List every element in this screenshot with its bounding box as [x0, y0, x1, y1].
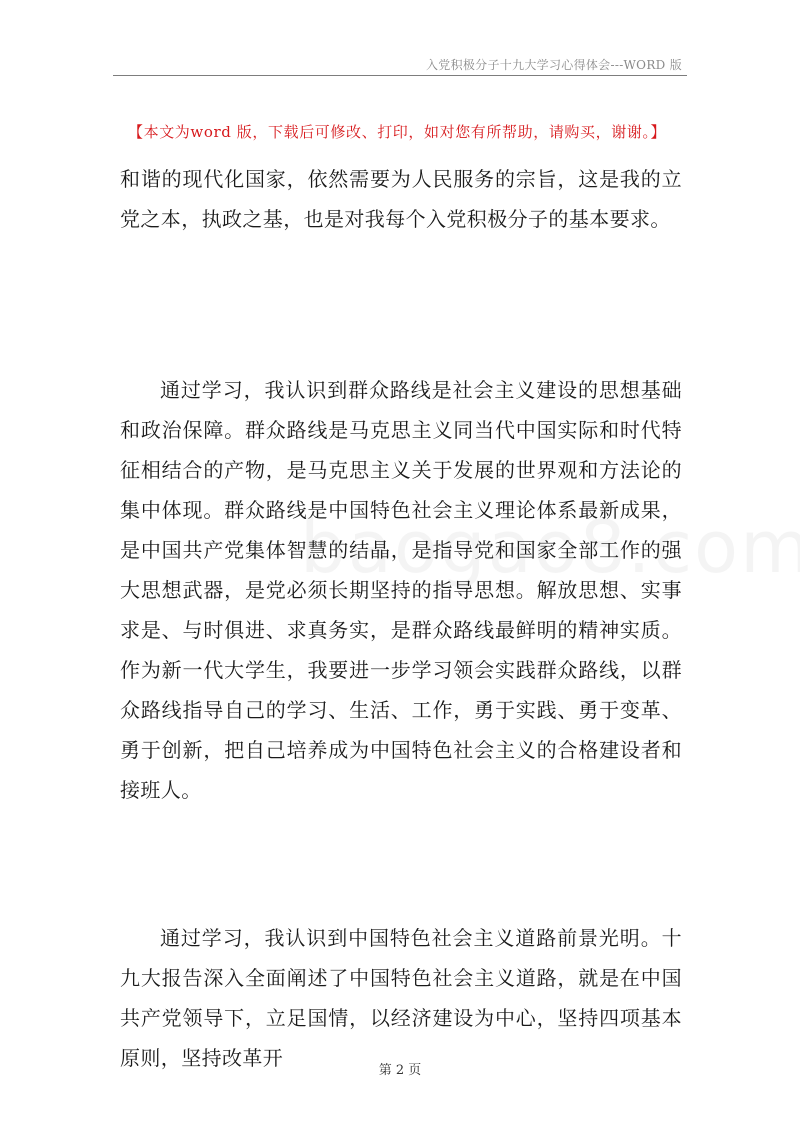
page-number: 第 2 页: [378, 1063, 422, 1078]
running-header: 入党积极分子十九大学习心得体会---WORD 版: [425, 58, 682, 72]
paragraph-continued: 和谐的现代化国家，依然需要为人民服务的宗旨，这是我的立党之本，执政之基，也是对我每个入党积极分子的基本要求。: [120, 167, 682, 231]
purchase-notice: 【本文为word 版，下载后可修改、打印，如对您有所帮助，请购买，谢谢。】: [128, 123, 667, 141]
paragraph-mass-line: 通过学习，我认识到群众路线是社会主义建设的思想基础和政治保障。群众路线是马克思主义同当代中国实际和时代特征相结合的产物，是马克思主义关于发展的世界观和方法论的集中体现。群众路线是中国特色社会主义理论体系最新成果，是中国共产党集体智慧的结晶，是指导党和国家全部工作的强大思想武器，是党必须长期坚持的指导思想。解放思想、实事求是、与时俱进、求真务实，是群众路线最鲜明的精神实质。作为新一代大学生，我要进一步学习领会实践群众路线，以群众路线指导自己的学习、生活、工作，勇于实践、勇于变革、勇于创新，把自己培养成为中国特色社会主义的合格建设者和接班人。: [120, 378, 682, 802]
header-divider: [113, 75, 687, 76]
paragraph-socialist-road: 通过学习，我认识到中国特色社会主义道路前景光明。十九大报告深入全面阐述了中国特色社会主义道路，就是在中国共产党领导下，立足国情，以经济建设为中心，坚持四项基本原则，坚持改革开: [120, 926, 682, 1070]
